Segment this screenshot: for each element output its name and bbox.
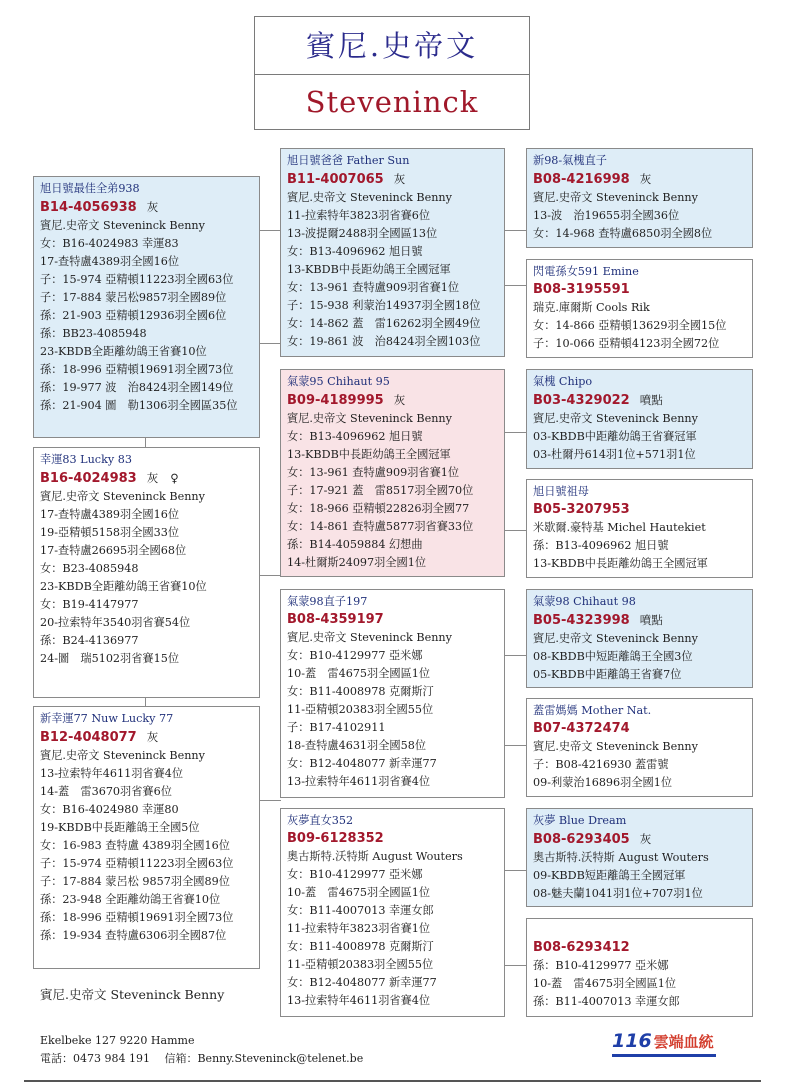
pigeon-card-lucky83 [33,447,260,698]
connector-line [504,530,526,531]
info-line: 賓尼.史帝文 Steveninck Benny [40,219,205,232]
connector-line [259,343,281,344]
info-line: 賓尼.史帝文 Steveninck Benny [40,490,205,503]
pigeon-card-gg5 [526,589,753,688]
connector-line [259,575,281,576]
connector-line [504,870,526,871]
info-line: 孫：18-996 亞精頓19691羽全國73位 [40,911,234,924]
pigeon-title: 幸運83 Lucky 83 [40,453,132,466]
info-line: 瑞克.庫爾斯 Cools Rik [533,301,650,314]
ring-number: B03-4329022 噴點 [533,393,663,408]
color-label: 灰 [639,172,652,186]
ring-number: B05-3207953 [533,502,630,517]
ring-number: B14-4056938 灰 [40,200,159,215]
ring-number: B07-4372474 [533,721,630,736]
info-line: 子：17-884 蒙呂松 9857羽全國89位 [40,875,230,888]
info-line: 女：B13-4096962 旭日號 [287,430,423,443]
info-line: 10-蓋 雷4675羽全國區1位 [287,886,431,899]
connector-line [504,432,526,433]
info-line: 女：14-968 查特盧6850羽全國8位 [533,227,713,240]
connector-line [259,800,281,801]
connector-line [504,230,526,231]
info-line: 03-杜爾丹614羽1位+571羽1位 [533,448,696,461]
pigeon-card-gg7 [526,808,753,907]
pigeon-title: 旭日號祖母 [533,485,589,498]
pigeon-title: 氣蒙95 Chihaut 95 [287,375,390,388]
breeder-name-chinese: 賓尼.史帝文 [255,17,529,75]
info-line: 賓尼.史帝文 Steveninck Benny [533,191,698,204]
info-line: 女：14-866 亞精頓13629羽全國15位 [533,319,727,332]
info-line: 賓尼.史帝文 Steveninck Benny [533,412,698,425]
pigeon-title: 新幸運77 Nuw Lucky 77 [40,712,174,725]
pigeon-title: 旭日號爸爸 Father Sun [287,154,410,167]
connector-line [504,655,526,656]
info-line: 03-KBDB中距離幼鴿王省賽冠軍 [533,430,697,443]
info-line: 賓尼.史帝文 Steveninck Benny [287,412,452,425]
info-line: 女：14-861 查特盧5877羽省賽33位 [287,520,474,533]
info-line: 11-亞精頓20383羽全國55位 [287,958,434,971]
pigeon-card-gg1 [526,148,753,248]
bottom-divider [24,1080,761,1082]
connector-line [259,230,281,231]
color-label: 灰 [146,200,159,214]
info-line: 08-KBDB中短距離鴿王全國3位 [533,650,693,663]
color-label: 噴點 [639,613,663,627]
info-line: 女：B16-4024983 幸運83 [40,237,179,250]
info-line: 孫：B13-4096962 旭日號 [533,539,669,552]
pigeon-title: 旭日號最佳全弟938 [40,182,140,195]
info-line: 08-魅夫蘭1041羽1位+707羽1位 [533,887,703,900]
info-line: 子：17-921 蓋 雷8517羽全國70位 [287,484,474,497]
pigeon-card-gg4 [526,479,753,578]
pigeon-title: 新98-氣槐直子 [533,154,607,167]
ring-number: B08-4216998 灰 [533,172,652,187]
pigeon-card-newlucky77 [33,706,260,969]
color-label: 噴點 [639,393,663,407]
info-line: 賓尼.史帝文 Steveninck Benny [40,749,205,762]
info-line: 孫：B10-4129977 亞米娜 [533,959,669,972]
breeder-contact: 電話：0473 984 191 信箱：Benny.Steveninck@telenet.be [40,1052,364,1065]
ring-number: B08-6293405 灰 [533,832,652,847]
connector-line [504,285,526,286]
ring-number: B05-4323998 噴點 [533,613,663,628]
info-line: 米歇爾.豪特基 Michel Hautekiet [533,521,706,534]
info-line: 13-波提爾2488羽全國區13位 [287,227,438,240]
info-line: 子：15-974 亞精頓11223羽全國63位 [40,273,234,286]
pigeon-card-gg8 [526,918,753,1017]
color-label: 灰 [393,172,406,186]
info-line: 女：B19-4147977 [40,598,139,611]
pigeon-card-father [280,148,505,357]
female-sex-icon: ♀ [170,471,179,485]
pigeon-title: 灰夢 Blue Dream [533,814,627,827]
info-line: 孫：23-948 全距離幼鴿王省賽10位 [40,893,221,906]
info-line: 女：14-862 蓋 雷16262羽全國49位 [287,317,481,330]
ring-number: B12-4048077 灰 [40,730,159,745]
info-line: 賓尼.史帝文 Steveninck Benny [287,631,452,644]
color-label: 灰 [146,730,159,744]
info-line: 女：B11-4008978 克爾斯汀 [287,685,434,698]
info-line: 女：19-861 波 治8424羽全國103位 [287,335,481,348]
logo-number: 116 [612,1030,652,1052]
pigeon-card-grey352 [280,808,505,1017]
brand-logo [612,1030,714,1052]
info-line: 女：13-961 查特盧909羽省賽1位 [287,466,460,479]
info-line: 19-KBDB中長距離鴿王全國5位 [40,821,200,834]
pigeon-title: 閃電孫女591 Emine [533,265,639,278]
pigeon-title: 氣蒙98 Chihaut 98 [533,595,636,608]
info-line: 子：10-066 亞精頓4123羽全國72位 [533,337,720,350]
info-line: 13-KBDB中長距幼鴿王全國冠軍 [287,263,451,276]
info-line: 13-KBDB中長距幼鴿王全國冠軍 [287,448,451,461]
info-line: 17-查特盧4389羽全國16位 [40,508,180,521]
logo-text: 雲端血統 [653,1033,714,1051]
info-line: 10-蓋 雷4675羽全國區1位 [533,977,677,990]
info-line: 孫：18-996 亞精頓19691羽全國73位 [40,363,234,376]
info-line: 子：15-938 利蒙治14937羽全國18位 [287,299,481,312]
info-line: 女：B12-4048077 新幸運77 [287,976,437,989]
info-line: 20-拉索特年3540羽省賽54位 [40,616,191,629]
pigeon-card-chihaut197 [280,589,505,798]
info-line: 女：B12-4048077 新幸運77 [287,757,437,770]
info-line: 奧古斯特.沃特斯 August Wouters [287,850,463,863]
info-line: 女：13-961 查特盧909羽省賽1位 [287,281,460,294]
pigeon-card-gg3 [526,369,753,469]
pigeon-card-chihaut95 [280,369,505,577]
info-line: 18-查特盧4631羽全國58位 [287,739,427,752]
color-label: 灰 [639,832,652,846]
info-line: 13-KBDB中長距離幼鴿王全國冠軍 [533,557,708,570]
info-line: 子：17-884 蒙呂松9857羽全國89位 [40,291,227,304]
info-line: 孫：19-934 查特盧6306羽全國87位 [40,929,227,942]
info-line: 17-查特盧4389羽全國16位 [40,255,180,268]
pigeon-card-gg2 [526,259,753,358]
ring-number: B11-4007065 灰 [287,172,406,187]
info-line: 孫：21-904 圖 勒1306羽全國區35位 [40,399,238,412]
connector-line [504,745,526,746]
info-line: 女：18-966 亞精頓22826羽全國77 [287,502,470,515]
info-line: 奧古斯特.沃特斯 August Wouters [533,851,709,864]
info-line: 23-KBDB全距離幼鴿王省賽10位 [40,345,207,358]
logo-underline [612,1054,716,1057]
info-line: 13-拉索特年4611羽省賽4位 [40,767,184,780]
connector-line [145,437,146,447]
info-line: 19-亞精頓5158羽全國33位 [40,526,180,539]
pigeon-card-gg6 [526,698,753,797]
info-line: 賓尼.史帝文 Steveninck Benny [287,191,452,204]
info-line: 孫：19-977 波 治8424羽全國149位 [40,381,234,394]
info-line: 孫：BB23-4085948 [40,327,147,340]
color-label: 灰 [146,471,159,485]
info-line: 13-波 治19655羽全國36位 [533,209,680,222]
info-line: 賓尼.史帝文 Steveninck Benny [533,740,698,753]
info-line: 孫：B11-4007013 幸運女郎 [533,995,680,1008]
info-line: 女：B11-4008978 克爾斯汀 [287,940,434,953]
ring-number: B08-4359197 [287,612,384,627]
breeder-signature: 賓尼.史帝文 Steveninck Benny [40,987,225,1002]
info-line: 09-KBDB短距離鴿王全國冠軍 [533,869,686,882]
info-line: 14-杜爾斯24097羽全國1位 [287,556,427,569]
info-line: 孫：B14-4059884 幻想曲 [287,538,423,551]
info-line: 23-KBDB全距離幼鴿王省賽10位 [40,580,207,593]
ring-number: B08-3195591 [533,282,630,297]
info-line: 子：B17-4102911 [287,721,386,734]
info-line: 13-拉索特年4611羽省賽4位 [287,994,431,1007]
pigeon-title: 蓋雷媽媽 Mother Nat. [533,704,652,717]
info-line: 子：B08-4216930 蓋雷號 [533,758,669,771]
info-line: 09-利蒙治16896羽全國1位 [533,776,673,789]
connector-line [145,697,146,706]
info-line: 10-蓋 雷4675羽全國區1位 [287,667,431,680]
info-line: 女：B11-4007013 幸運女郎 [287,904,434,917]
info-line: 女：B23-4085948 [40,562,139,575]
pigeon-title: 灰夢直女352 [287,814,354,827]
breeder-name-english: Steveninck [305,85,479,119]
pedigree-header [254,16,530,130]
info-line: 05-KBDB中距離鴿王省賽7位 [533,668,682,681]
info-line: 11-拉索特年3823羽省賽6位 [287,209,431,222]
ring-number: B09-6128352 [287,831,384,846]
info-line: 女：B13-4096962 旭日號 [287,245,423,258]
pigeon-card-subject [33,176,260,438]
info-line: 女：B16-4024980 幸運80 [40,803,179,816]
info-line: 17-查特盧26695羽全國68位 [40,544,187,557]
pigeon-title: 氣蒙98直子197 [287,595,368,608]
info-line: 13-拉索特年4611羽省賽4位 [287,775,431,788]
info-line: 女：16-983 查特盧 4389羽全國16位 [40,839,230,852]
info-line: 14-蓋 雷3670羽省賽6位 [40,785,172,798]
info-line: 女：B10-4129977 亞米娜 [287,868,423,881]
info-line: 賓尼.史帝文 Steveninck Benny [533,632,698,645]
breeder-address: Ekelbeke 127 9220 Hamme [40,1034,195,1047]
info-line: 孫：21-903 亞精頓12936羽全國6位 [40,309,227,322]
pigeon-title: 氣槐 Chipo [533,375,593,388]
color-label: 灰 [393,393,406,407]
info-line: 11-拉索特年3823羽省賽1位 [287,922,431,935]
ring-number: B08-6293412 [533,940,630,955]
info-line: 11-亞精頓20383羽全國55位 [287,703,434,716]
connector-line [504,965,526,966]
info-line: 女：B10-4129977 亞米娜 [287,649,423,662]
info-line: 孫：B24-4136977 [40,634,139,647]
info-line: 子：15-974 亞精頓11223羽全國63位 [40,857,234,870]
ring-number: B16-4024983 灰 ♀ [40,471,179,486]
info-line: 24-圖 瑞5102羽省賽15位 [40,652,180,665]
ring-number: B09-4189995 灰 [287,393,406,408]
